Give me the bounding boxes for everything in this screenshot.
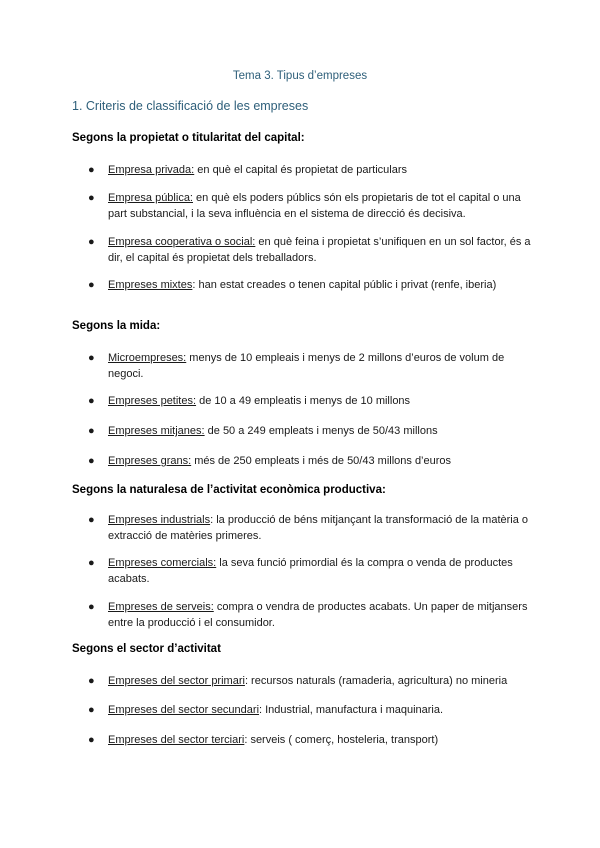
item-desc: : Industrial, manufactura i maquinaria. bbox=[259, 704, 444, 716]
bullet-icon: ● bbox=[88, 557, 95, 569]
item-term: Empresa privada: bbox=[108, 164, 195, 176]
item-desc: : recursos naturals (ramaderia, agricultura) no mineria bbox=[244, 675, 508, 687]
item-term: Empreses industrials bbox=[108, 514, 211, 526]
bullet-icon: ● bbox=[88, 675, 95, 687]
list-item bbox=[72, 162, 542, 178]
list-item bbox=[72, 393, 542, 409]
bullet-icon: ● bbox=[88, 704, 95, 716]
item-term: Empreses de serveis: bbox=[108, 601, 214, 613]
list-item bbox=[72, 512, 542, 544]
subheading-sector: Segons el sector d’activitat bbox=[72, 643, 221, 655]
list-item bbox=[72, 190, 542, 222]
bullet-icon: ● bbox=[88, 425, 95, 437]
item-desc: en què el capital és propietat de particulars bbox=[194, 164, 408, 176]
item-term: Empreses mixtes bbox=[108, 279, 193, 291]
item-term: Empresa pública: bbox=[108, 192, 193, 204]
bullet-icon: ● bbox=[88, 734, 95, 746]
subheading-size: Segons la mida: bbox=[72, 320, 161, 332]
item-desc: la seva funció primordial és la compra o venda de productes acabats. bbox=[108, 557, 513, 585]
item-desc: compra o vendra de productes acabats. Un paper de mitjansers entre la producció i el consumidor. bbox=[108, 601, 528, 629]
list-item bbox=[72, 673, 542, 689]
item-term: Empresa cooperativa o social: bbox=[108, 236, 256, 248]
list-item bbox=[72, 599, 542, 631]
item-term: Empreses comercials: bbox=[108, 557, 217, 569]
item-desc: : la producció de béns mitjançant la transformació de la matèria o extracció de matèries primeres. bbox=[108, 514, 529, 542]
list-item bbox=[72, 702, 542, 718]
bullet-icon: ● bbox=[88, 352, 95, 364]
bullet-icon: ● bbox=[88, 455, 95, 467]
list-item bbox=[72, 732, 542, 748]
bullet-icon: ● bbox=[88, 192, 95, 204]
list-item bbox=[72, 423, 542, 439]
list-item bbox=[72, 555, 542, 587]
item-term: Empreses grans: bbox=[108, 455, 192, 467]
subheading-ownership: Segons la propietat o titularitat del capital: bbox=[72, 132, 305, 144]
item-desc: de 10 a 49 empleatis i menys de 10 millons bbox=[196, 395, 411, 407]
bullet-icon: ● bbox=[88, 279, 95, 291]
list-item bbox=[72, 277, 542, 293]
item-term: Empreses petites: bbox=[108, 395, 197, 407]
item-term: Empreses del sector secundari bbox=[108, 704, 260, 716]
item-term: Empreses mitjanes: bbox=[108, 425, 205, 437]
subheading-nature: Segons la naturalesa de l’activitat econòmica productiva: bbox=[72, 484, 386, 496]
document-title: Tema 3. Tipus d’empreses bbox=[232, 70, 368, 82]
list-item bbox=[72, 350, 542, 382]
item-desc: menys de 10 empleais i menys de 2 millons d’euros de volum de negoci. bbox=[108, 352, 505, 380]
item-desc: : serveis ( comerç, hosteleria, transport) bbox=[244, 734, 439, 746]
list-item bbox=[72, 234, 542, 266]
item-term: Microempreses: bbox=[108, 352, 187, 364]
list-item bbox=[72, 453, 542, 469]
item-desc: en què els poders públics són els propietaris de tot el capital o una part substancial, i la seva influència en el sistema de direcció és decisiva. bbox=[108, 192, 521, 220]
bullet-icon: ● bbox=[88, 164, 95, 176]
bullet-icon: ● bbox=[88, 236, 95, 248]
item-term: Empreses del sector terciari bbox=[108, 734, 245, 746]
bullet-icon: ● bbox=[88, 395, 95, 407]
bullet-icon: ● bbox=[88, 601, 95, 613]
item-desc: : han estat creades o tenen capital públic i privat (renfe, iberia) bbox=[192, 279, 497, 291]
item-desc: més de 250 empleats i més de 50/43 millons d’euros bbox=[191, 455, 452, 467]
item-term: Empreses del sector primari bbox=[108, 675, 245, 687]
item-desc: en què feina i propietat s’unifiquen en un sol factor, és a dir, el capital és propietat dels treballadors. bbox=[108, 236, 531, 264]
section-heading-criteria: 1. Criteris de classificació de les empreses bbox=[72, 99, 309, 113]
item-desc: de 50 a 249 empleats i menys de 50/43 millons bbox=[204, 425, 438, 437]
bullet-icon: ● bbox=[88, 514, 95, 526]
